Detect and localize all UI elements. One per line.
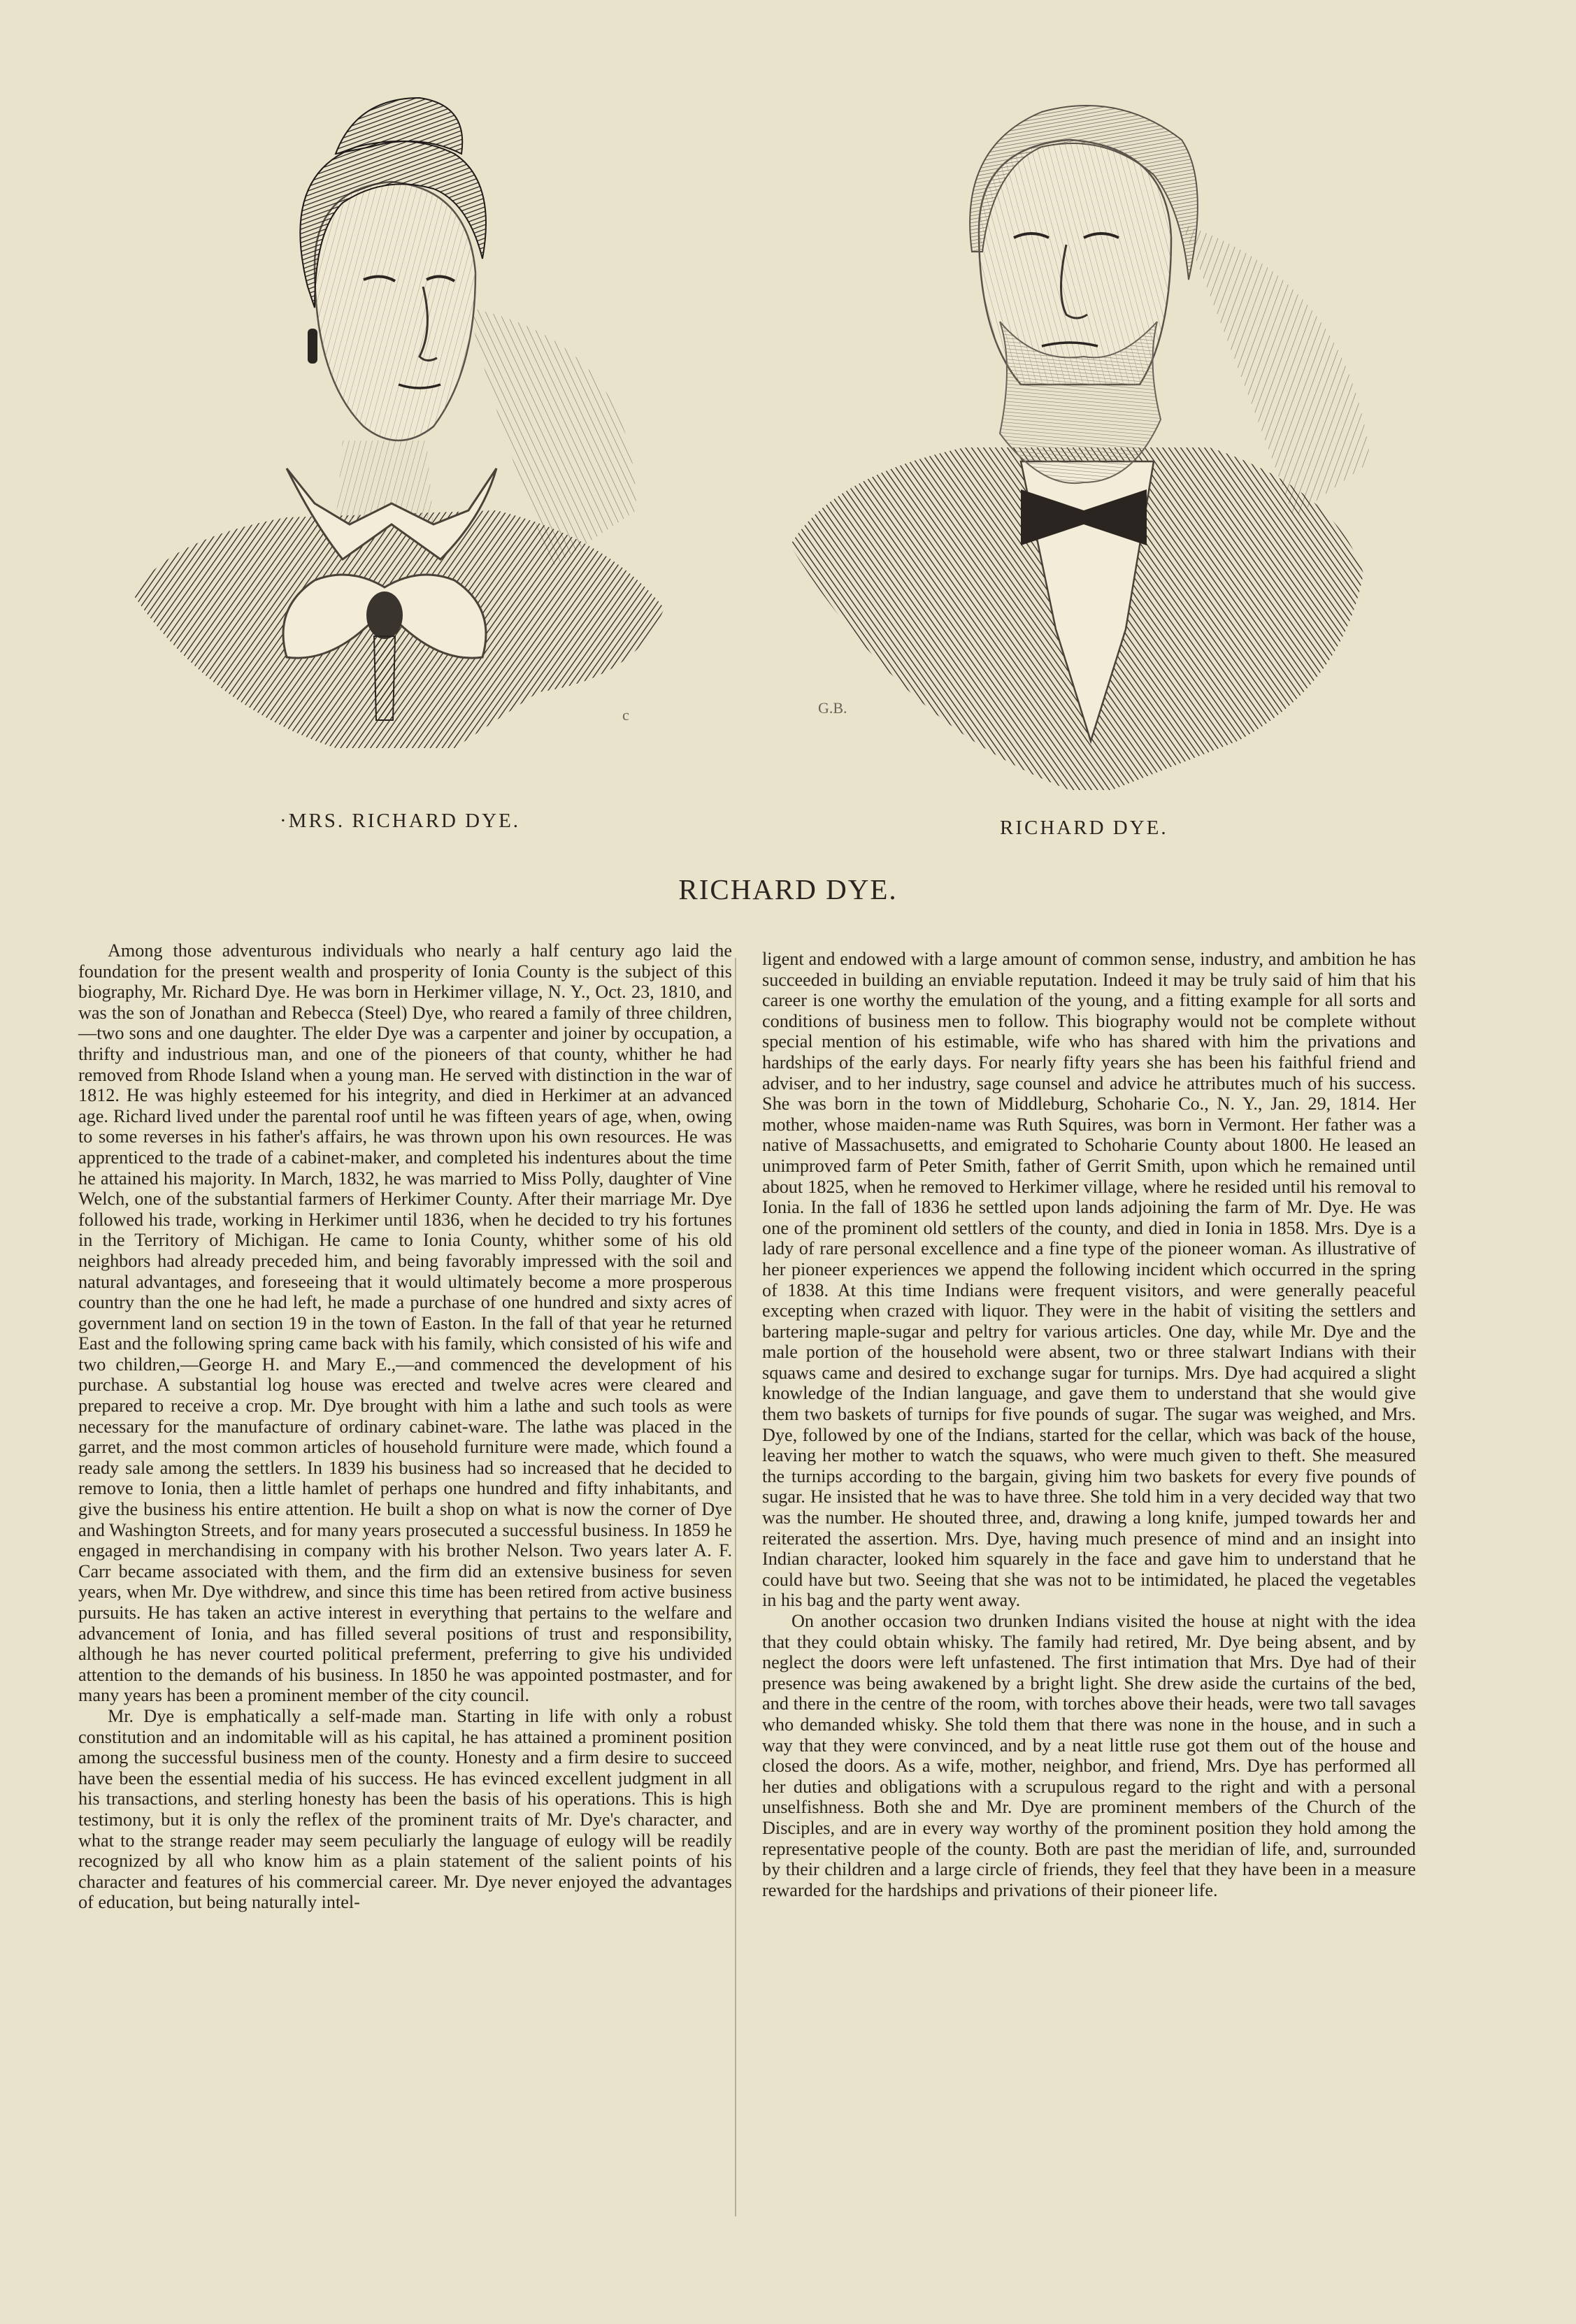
caption-richard-dye: RICHARD DYE.: [1000, 817, 1168, 839]
paragraph: ligent and endowed with a large amount of common sense, industry, and ambition he has succeeded in building an enviable reputation. Indeed it may be truly said of him that his career is one worthy the emulation of the young, and a fitting example for all sorts and conditions of business men to follow. This biography would not be complete without special mention of his estimable, wife who has shared with him the privations and hardships of the early days. For nearly fifty years she has been his faithful friend and adviser, and to her industry, sage counsel and advice he attributes much of his success. She was born in the town of Middleburg, Schoharie Co., N. Y., Jan. 29, 1814. Her mother, whose maiden-name was Ruth Squires, was born in Vermont. Her father was a native of Massachusetts, and emigrated to Schoharie County about 1800. He leased an unimproved farm of Peter Smith, father of Gerrit Smith, upon which he remained until about 1825, when he removed to Herkimer village, where he resided until his removal to Ionia. In the fall of 1836 he settled upon lands adjoining the farm of Mr. Dye. He was one of the prominent old settlers of the county, and died in Ionia in 1858. Mrs. Dye is a lady of rare personal excellence and a fine type of the pioneer woman. As illustrative of her pioneer experiences we append the following incident which occurred in the spring of 1838. At this time Indians were frequent visitors, and were generally peaceful excepting when crazed with liquor. They were in the habit of visiting the settlers and bartering maple-sugar and peltry for various articles. One day, while Mr. Dye and the male portion of the household were absent, two or three stalwart Indians with their squaws came and desired to exchange sugar for turnips. Mrs. Dye had acquired a slight knowledge of the Indian language, and gave them to understand that she would give them two baskets of turnips for five pounds of sugar. The sugar was weighed, and Mrs. Dye, followed by one of the Indians, started for the cellar, which was back of the house, leaving her mother to watch the squaws, who were much given to theft. She measured the turnips according to the bargain, giving him two baskets for every five pounds of sugar. He insisted that he was to have three. She told him in a very decided way that two was the number. He shouted three, and, drawing a long knife, jumped towards her and reiterated the assertion. Mrs. Dye, having much presence of mind and an insight into Indian character, looked him squarely in the face and gave him to understand that he could have but two. Seeing that she was not to be intimidated, he placed the vegetables in his bag and the party went away.: [762, 949, 1416, 1611]
text-column-right: [762, 949, 1416, 1900]
paragraph: On another occasion two drunken Indians visited the house at night with the idea that they could obtain whisky. The family had retired, Mr. Dye being absent, and by neglect the doors were left unfastened. The first intimation that Mrs. Dye had of their presence was being awakened by a bright light. She drew aside the curtains of the bed, and there in the centre of the room, with torches above their heads, were two tall savages who demanded whisky. She told them that there was none in the house, and in such a way that they were convinced, and by a neat little ruse got them out of the house and closed the doors. As a wife, mother, neighbor, and friend, Mrs. Dye has performed all her duties and obligations with a scrupulous regard to the right and with a personal unselfishness. Both she and Mr. Dye are prominent members of the Church of the Disciples, and are in every way worthy of the prominent position they hold among the representative people of the county. Both are past the meridian of life, and, surrounded by their children and a large circle of friends, they feel that they have been in a measure rewarded for the hardships and privations of their pioneer life.: [762, 1611, 1416, 1900]
paragraph: Among those adventurous individuals who nearly a half century ago laid the foundation for the present wealth and prosperity of Ionia County is the subject of this biography, Mr. Richard Dye. He was born in Herkimer village, N. Y., Oct. 23, 1810, and was the son of Jonathan and Rebecca (Steel) Dye, who reared a family of three children,—two sons and one daughter. The elder Dye was a carpenter and joiner by occupation, a thrifty and industrious man, and one of the pioneers of that county, whither he had removed from Rhode Island when a young man. He served with distinction in the war of 1812. He was highly esteemed for his integrity, and died in Herkimer at an advanced age. Richard lived under the parental roof until he was fifteen years of age, when, owing to some reverses in his father's affairs, he was thrown upon his own resources. He was apprenticed to the trade of a cabinet-maker, and completed his indentures about the time he attained his majority. In March, 1832, he was married to Miss Polly, daughter of Vine Welch, one of the substantial farmers of Herkimer County. After their marriage Mr. Dye followed his trade, working in Herkimer until 1836, when he decided to try his fortunes in the Territory of Michigan. He came to Ionia County, whither some of his old neighbors had already preceded him, and being favorably impressed with the soil and natural advantages, and foreseeing that it would ultimately become a more prosperous country than the one he had left, he made a purchase of one hundred and sixty acres of government land on section 19 in the town of Easton. In the fall of that year he returned East and the following spring came back with his family, which consisted of his wife and two children,—George H. and Mary E.,—and commenced the development of his purchase. A substantial log house was erected and twelve acres were cleared and prepared to receive a crop. Mr. Dye brought with him a lathe and such tools as were necessary for the manufacture of ordinary cabinet-ware. The lathe was placed in the garret, and the most common articles of household furniture were made, which found a ready sale among the settlers. In 1839 his business had so increased that he decided to remove to Ionia, then a little hamlet of perhaps one hundred and fifty inhabitants, and give the business his entire attention. He built a shop on what is now the corner of Dye and Washington Streets, and for many years prosecuted a successful business. In 1859 he engaged in merchandising in company with his brother Nelson. Two years later A. F. Carr became associated with them, and the firm did an extensive business for seven years, when Mr. Dye withdrew, and since this time has been retired from active business pursuits. He has taken an active interest in everything that pertains to the welfare and advancement of Ionia, and has filled several positions of trust and responsibility, although he has never courted political preferment, preferring to give his undivided attention to the demands of his business. In 1850 he was appointed postmaster, and for many years has been a prominent member of the city council.: [78, 940, 732, 1706]
engraver-mark-right: G.B.: [818, 699, 847, 717]
caption-mrs-richard-dye: ·MRS. RICHARD DYE.: [280, 810, 521, 832]
text-column-left: [78, 940, 732, 1913]
portrait-mrs-richard-dye: [105, 77, 692, 790]
engraver-mark-left: c: [622, 706, 629, 724]
portrait-richard-dye: [790, 70, 1384, 797]
column-divider: [735, 958, 736, 2216]
page-title: RICHARD DYE.: [678, 873, 898, 905]
paragraph: Mr. Dye is emphatically a self-made man. Starting in life with only a robust constitution and an indomitable will as his capital, he has attained a prominent position among the successful business men of the county. Honesty and a firm desire to succeed have been the essential media of his success. He has evinced excellent judgment in all his transactions, and sterling honesty has been the basis of his operations. This is high testimony, but it is only the reflex of the prominent traits of Mr. Dye's character, and what to the strange reader may seem peculiarly the language of eulogy will be readily recognized by all who know him as a plain statement of the salient points of his character and features of his commercial career. Mr. Dye never enjoyed the advantages of education, but being naturally intel-: [78, 1705, 732, 1913]
